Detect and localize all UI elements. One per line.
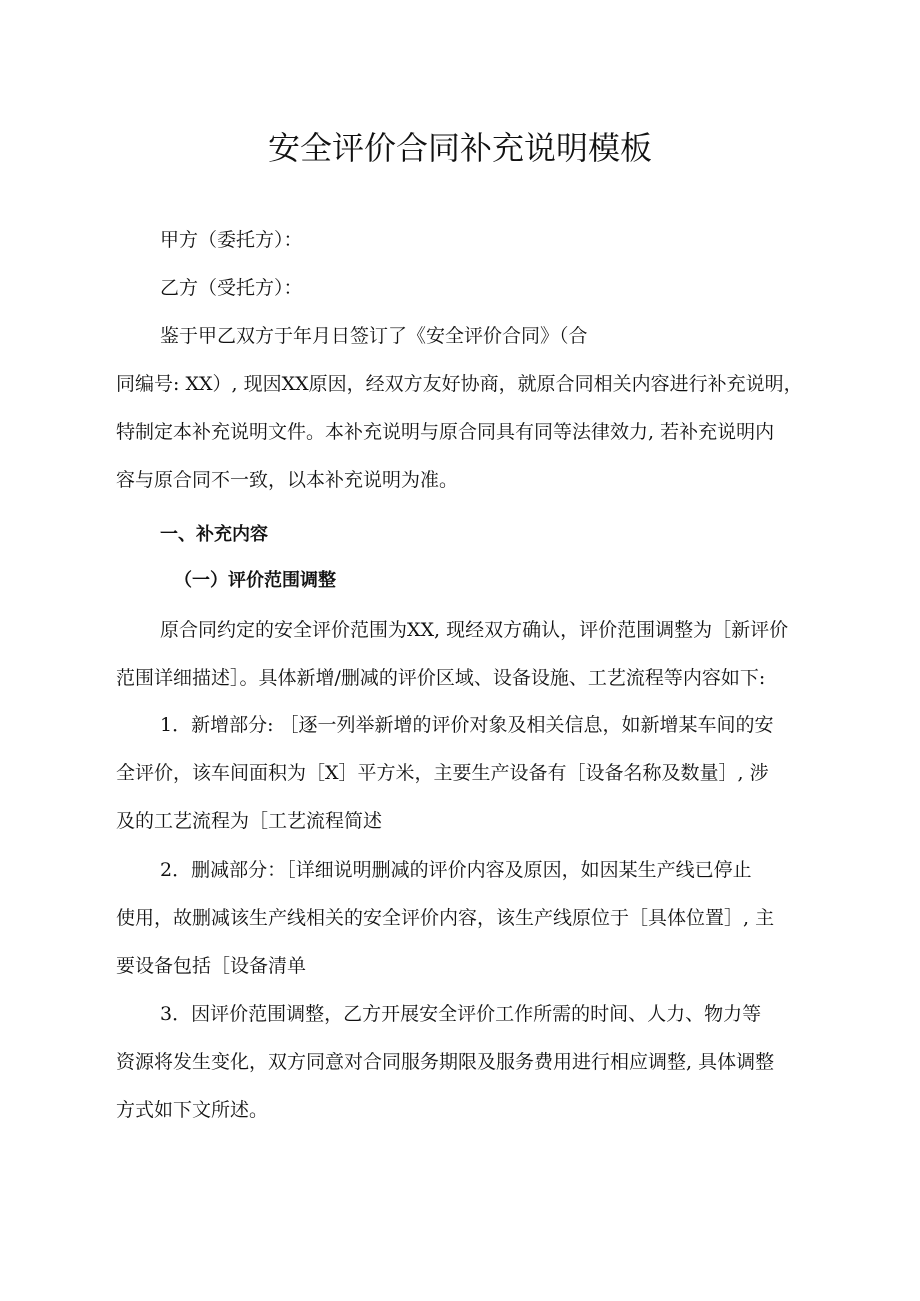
party-b-line bbox=[116, 264, 806, 312]
document-title: 安全评价合同补充说明模板 bbox=[267, 129, 652, 167]
preamble-line: 容与原合同不一致，以本补充说明为准。 bbox=[116, 469, 459, 491]
subsection-1-heading: （一）评价范围调整 bbox=[174, 570, 336, 591]
item-2-paragraph bbox=[116, 846, 806, 990]
party-a-text: 甲方（委托方）： bbox=[160, 229, 303, 251]
party-a-line bbox=[116, 216, 806, 264]
party-b-text: 乙方（受托方）： bbox=[160, 277, 303, 299]
scope-paragraph bbox=[116, 606, 806, 702]
preamble-line: 鉴于甲乙双方于年月日签订了《安全评价合同》（合 bbox=[160, 325, 588, 347]
scope-line: 原合同约定的安全评价范围为XX, 现经双方确认，评价范围调整为［新评价 bbox=[160, 619, 789, 641]
preamble-paragraph bbox=[116, 312, 806, 504]
preamble-line: 同编号: XX）, 现因XX原因，经双方友好协商，就原合同相关内容进行补充说明， bbox=[116, 373, 803, 395]
item-3-line: 资源将发生变化，双方同意对合同服务期限及服务费用进行相应调整, 具体调整 bbox=[116, 1051, 775, 1073]
section-1-heading: 一、补充内容 bbox=[160, 524, 268, 545]
item-1-paragraph bbox=[116, 701, 806, 845]
item-3-line: 3．因评价范围调整，乙方开展安全评价工作所需的时间、人力、物力等 bbox=[160, 1003, 762, 1025]
subsection-heading bbox=[116, 557, 806, 605]
item-2-line: 要设备包括［设备清单 bbox=[116, 955, 307, 977]
item-2-line: 使用，故删减该生产线相关的安全评价内容，该生产线原位于［具体位置］, 主 bbox=[116, 907, 775, 929]
item-1-line: 及的工艺流程为［工艺流程简述 bbox=[116, 810, 383, 832]
item-3-line: 方式如下文所述。 bbox=[116, 1099, 269, 1121]
scope-line: 范围详细描述］。具体新增/删减的评价区域、设备设施、工艺流程等内容如下: bbox=[116, 667, 766, 689]
item-2-line: 2．删减部分：［详细说明删减的评价内容及原因，如因某生产线已停止 bbox=[160, 859, 752, 881]
item-1-line: 全评价，该车间面积为［X］平方米，主要生产设备有［设备名称及数量］, 涉 bbox=[116, 762, 769, 784]
item-3-paragraph bbox=[116, 990, 806, 1134]
item-1-line: 1．新增部分: ［逐一列举新增的评价对象及相关信息，如新增某车间的安 bbox=[160, 714, 774, 736]
preamble-line: 特制定本补充说明文件。本补充说明与原合同具有同等法律效力, 若补充说明内 bbox=[116, 421, 775, 443]
section-heading bbox=[116, 511, 806, 559]
